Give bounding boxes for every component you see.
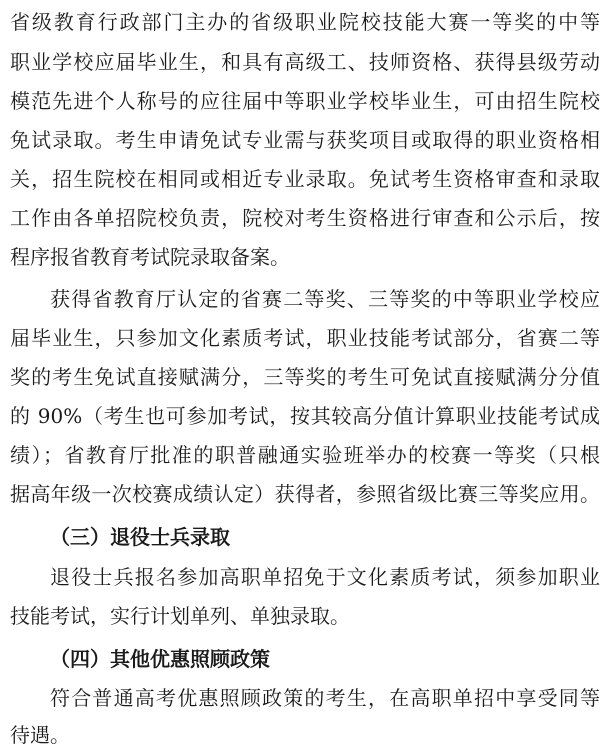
section-4-line-2: 待遇。 xyxy=(10,723,70,747)
paragraph-2-line-1: 获得省教育厅认定的省赛二等奖、三等奖的中等职业学校应 xyxy=(50,287,600,311)
paragraph-2-line-3: 奖的考生免试直接赋满分，三等奖的考生可免试直接赋满分分值 xyxy=(10,365,600,389)
paragraph-2-line-6: 据高年级一次校赛成绩认定）获得者，参照省级比赛三等奖应用。 xyxy=(10,482,600,506)
paragraph-2-line-2: 届毕业生，只参加文化素质考试，职业技能考试部分，省赛二等 xyxy=(10,326,600,350)
section-4-line-1: 符合普通高考优惠照顾政策的考生，在高职单招中享受同等 xyxy=(50,686,600,710)
paragraph-2-line-4: 的 90%（考生也可参加考试，按其较高分值计算职业技能考试成 xyxy=(10,404,600,428)
section-3-heading: （三）退役士兵录取 xyxy=(50,525,230,549)
paragraph-1-line-4: 免试录取。考生申请免试专业需与获奖项目或取得的职业资格相 xyxy=(10,128,600,152)
paragraph-1-line-7: 程序报省教育考试院录取备案。 xyxy=(10,245,290,269)
paragraph-1-line-5: 关，招生院校在相同或相近专业录取。免试考生资格审查和录取 xyxy=(10,167,600,191)
paragraph-1-line-3: 模范先进个人称号的应往届中等职业学校毕业生，可由招生院校 xyxy=(10,89,600,113)
section-4-heading: （四）其他优惠照顾政策 xyxy=(50,647,270,671)
section-3-line-2: 技能考试，实行计划单列、单独录取。 xyxy=(10,604,350,628)
paragraph-2-line-5: 绩）；省教育厅批准的职普融通实验班举办的校赛一等奖（只根 xyxy=(10,443,600,467)
paragraph-1-line-2: 职业学校应届毕业生，和具有高级工、技师资格、获得县级劳动 xyxy=(10,50,600,74)
paragraph-1-line-1: 省级教育行政部门主办的省级职业院校技能大赛一等奖的中等 xyxy=(10,10,600,34)
paragraph-1-line-6: 工作由各单招院校负责，院校对考生资格进行审查和公示后，按 xyxy=(10,206,600,230)
section-3-line-1: 退役士兵报名参加高职单招免于文化素质考试，须参加职业 xyxy=(50,565,600,589)
